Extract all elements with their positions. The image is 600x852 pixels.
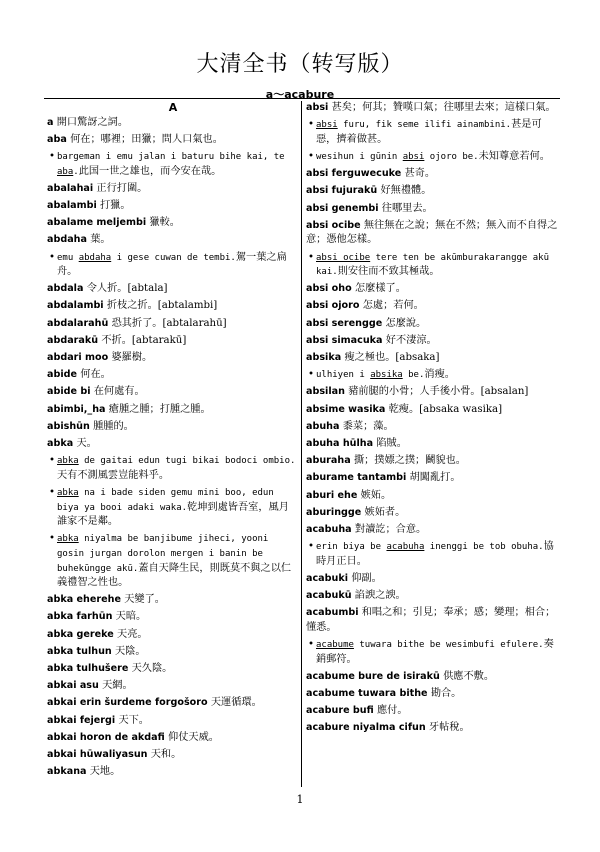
example-chinese: 乾坤到處皆吾室，風月誰家不是鄰。 [57,501,289,528]
entry-definition: 折枝之折。[abtalambi] [106,300,218,312]
bullet-icon: • [308,541,315,553]
example-latin: furu, fik seme ilifi ainambini. [337,120,512,131]
example-text: ulhiyen i [316,370,371,381]
example-chinese: 消瘦。 [424,369,455,381]
example-text: emu [57,252,79,263]
example-text [57,455,295,481]
dictionary-entry [47,385,299,400]
entry-headword: abdalarahū [47,317,109,329]
example-keyword: acabume [316,640,354,651]
example-sentence [47,251,299,280]
entry-definition: 天地。 [89,766,121,778]
dictionary-entry [47,334,299,349]
example-keyword: absi ocibe [316,252,371,263]
bullet-icon: • [308,119,315,131]
dictionary-entry [306,385,558,400]
example-keyword: absika [370,370,403,381]
example-latin: tuwara bithe be wesimbufi efulere. [353,640,544,651]
entry-headword: abalame meljembi [47,217,147,229]
entry-headword: acabume bure de isirakū [306,670,440,682]
entry-headword: abdalambi [47,300,104,312]
entry-definition: 陷賊。 [376,437,407,449]
entry-headword: aburame tantambi [306,472,407,484]
bullet-icon: • [308,251,315,263]
dictionary-entry [306,184,558,199]
entry-definition: 供應不敷。 [443,670,495,682]
example-keyword: absi [316,120,338,131]
entry-definition: 天變了。 [124,594,165,606]
entry-headword: absi [306,102,329,113]
dictionary-entry [306,282,558,297]
example-sentence [47,454,299,483]
entry-headword: abide bi [47,386,91,398]
entry-headword: acabuki [306,572,349,584]
entry-headword: absi genembi [306,202,379,214]
example-chinese: 奏銷郵符。 [316,639,554,665]
dictionary-entry [47,182,299,197]
dictionary-entry [306,572,558,587]
entry-definition: 胡闖亂打。 [409,472,461,484]
entry-headword: abkana [47,766,87,778]
dictionary-entry [47,645,299,660]
entry-definition: 怎處；若何。 [362,300,424,312]
entry-headword: acabure niyalma cifun [306,722,426,734]
entry-definition: 天亮。 [117,628,148,640]
entry-definition: 腫腫的。 [93,420,134,432]
entry-headword: acabume tuwara bithe [306,688,428,699]
example-latin: ojoro be. [424,151,479,162]
entry-headword: abdarakū [47,334,99,346]
example-sentence [306,368,558,383]
dictionary-entry [306,471,558,486]
dictionary-entry [47,368,299,383]
dictionary-entry [47,662,299,677]
entry-definition: 獵較。 [149,217,180,229]
example-chinese: 蓋自天降生民，則既莫不與之以仁義禮智之性也。 [57,562,292,589]
entry-definition: 打獵。 [99,199,131,211]
page-number: 1 [296,793,304,806]
dictionary-entry [306,589,558,604]
example-latin: i gese cuwan de tembi. [111,252,236,263]
entry-definition: 葉。 [90,234,111,246]
dictionary-entry [306,317,558,332]
entry-definition: 天運循環。 [210,697,262,709]
entry-definition: 天久陰。 [131,663,173,675]
entry-definition: 不折。[abtarakū] [101,334,187,346]
dictionary-entry [47,317,299,332]
example-text [57,533,291,588]
entry-headword: absi ferguwecuke [306,168,402,180]
entry-definition: 天下。 [118,714,149,726]
dictionary-entry [306,101,558,116]
entry-definition: 好不淒涼。 [385,334,437,346]
dictionary-entry [47,420,299,435]
example-sentence [306,540,558,569]
dictionary-entry [306,167,558,182]
example-sentence [306,638,558,667]
bullet-icon: • [49,486,56,498]
entry-definition: 瘡腫之腫；打腫之腫。 [108,403,211,415]
dictionary-entry [47,765,299,780]
example-keyword: absi [402,151,425,162]
entry-headword: aburaha [306,455,351,467]
example-text: erin biya be [316,542,387,553]
entry-headword: abka tulhušere [47,663,129,675]
example-latin: be. [402,370,425,381]
example-chinese: 則安往而不致其極哉。 [337,266,440,278]
entry-headword: abuha [306,420,340,432]
entry-headword: absi ocibe [306,219,361,231]
entry-definition: 豬前腿的小骨；人手後小骨。[absalan] [348,386,529,398]
dictionary-entry [47,282,299,297]
example-chinese: 駕一葉之扁舟。 [57,251,287,278]
entry-definition: 黍菜；藻。 [342,420,394,432]
dictionary-entry [306,351,558,366]
entry-definition: 牙帖稅。 [428,722,470,734]
entry-headword: abka tulhun [47,645,112,657]
example-sentence [47,486,299,530]
dictionary-entry [306,687,558,702]
entry-definition: 天暗。 [115,611,147,623]
entry-definition: 和唱之和；引見；奉承；感；變理；相合；懂悉。 [306,607,556,633]
entry-definition: 何在。 [80,369,111,381]
example-text [424,151,550,162]
example-text: bargeman i emu jalan i baturu bihe kai, te [57,151,285,162]
dictionary-entry [306,420,558,435]
left-column [47,101,299,787]
entry-headword: absi serengge [306,317,383,329]
entry-headword: acabuha [306,523,352,535]
entry-headword: a [47,116,54,128]
entry-headword: abkai erin šurdeme forgošoro [47,697,208,709]
bullet-icon: • [308,639,315,651]
dictionary-columns [44,101,560,787]
entry-headword: abalahai [47,182,94,194]
header-rule [44,98,560,99]
dictionary-entry [306,403,558,418]
entry-headword: absi oho [306,283,352,295]
entry-definition: 無往無在之說；無在不然；無入而不自得之意；憑他怎樣。 [306,219,558,246]
entry-headword: abalambi [47,199,97,211]
column-divider [301,101,302,787]
example-latin: na i bade siden gemu mini boo, edun biya ya booi adaki waka. [57,487,274,513]
entry-definition: 仰副。 [351,572,382,584]
example-text [57,487,289,527]
dictionary-entry [47,437,299,452]
example-sentence [306,150,558,165]
bullet-icon: • [49,150,56,162]
entry-headword: absi fujurakū [306,185,378,197]
entry-headword: abka eherehe [47,594,121,606]
entry-definition: 在何處有。 [93,386,145,398]
bullet-icon: • [49,251,56,263]
entry-headword: absilan [306,386,345,398]
entry-definition: 開口驚訝之詞。 [56,116,129,128]
dictionary-entry [47,731,299,746]
dictionary-entry [47,216,299,231]
entry-headword: absi ojoro [306,300,360,312]
entry-headword: abide [47,369,78,381]
entry-definition: 乾瘦。[absaka wasika] [388,403,503,415]
dictionary-entry [47,233,299,248]
example-chinese: 協時月正日。 [316,541,554,567]
entry-definition: 天。 [76,437,97,449]
entry-definition: 好無禮體。 [380,185,432,197]
example-chinese: 天有不測風雲豈能料乎。 [57,469,170,481]
entry-definition: 婆羅樹。 [111,352,153,364]
entry-headword: abishūn [47,420,90,432]
entry-headword: acabukū [306,590,352,602]
dictionary-entry [47,133,299,148]
dictionary-entry [306,219,558,248]
example-chinese: 此国一世之雄也，而今安在哉。 [78,165,222,177]
dictionary-entry [306,454,558,469]
example-text [316,119,542,145]
example-sentence [47,532,299,590]
example-latin: niyalma be banjibume jiheci, yooni gosin jurgan dorolon mergen i banin be buhekūngge akū. [57,534,269,574]
dictionary-entry [47,628,299,643]
dictionary-entry [306,334,558,349]
entry-headword: abkai fejergi [47,714,116,726]
entry-headword: abkai horon de akdafi [47,731,165,743]
entry-definition: 甚矣；何其；贊嘆口氣；往哪里去來；這樣口氣。 [331,102,556,113]
bullet-icon: • [308,150,315,162]
entry-headword: abka farhūn [47,611,113,623]
entry-headword: abdari moo [47,352,109,364]
entry-definition: 諂諛之諛。 [354,590,406,602]
dictionary-entry [306,704,558,719]
example-keyword: abka [57,487,79,498]
dictionary-entry [306,299,558,314]
bullet-icon: • [49,533,56,545]
entry-definition: 嫉妬者。 [364,506,406,518]
dictionary-entry [306,489,558,504]
example-latin: de gaitai edun tugi bikai bodoci ombio. [78,456,296,467]
entry-headword: absi simacuka [306,334,383,346]
dictionary-entry [47,748,299,763]
entry-definition: 對讀訖；合意。 [354,523,427,535]
example-chinese: 未知尊意若何。 [478,150,550,162]
entry-headword: acabure bufi [306,705,374,717]
entry-headword: abkai asu [47,680,99,692]
entry-headword: absime wasika [306,403,386,415]
example-keyword: abdaha [78,252,112,263]
bullet-icon: • [308,369,315,381]
dictionary-entry [306,721,558,736]
page-subtitle: a～acabure [265,88,335,101]
letter-heading: A [168,101,178,114]
example-text [403,369,455,380]
entry-definition: 撕；撲嫖之撲；鬭貌也。 [353,455,466,467]
dictionary-entry [47,299,299,314]
dictionary-entry [47,593,299,608]
entry-definition: 何在；哪裡；田獵；問人口氣也。 [70,133,223,145]
entry-headword: aba [47,133,67,145]
entry-definition: 往哪里去。 [381,202,433,214]
dictionary-entry [306,606,558,635]
entry-definition: 瘦之極也。[absaka] [344,352,440,364]
example-latin: tere ten be akūmburakarangge akū kai. [316,252,549,278]
example-chinese: 甚是可惡，擠着做甚。 [316,119,542,145]
entry-definition: 怎麼說。 [385,317,427,329]
entry-definition: 勘合。 [430,688,462,699]
dictionary-entry [47,199,299,214]
dictionary-entry [47,116,299,131]
entry-definition: 嫉妬。 [360,489,392,501]
dictionary-entry [47,403,299,418]
entry-definition: 正行打圍。 [96,182,148,194]
example-latin: inenggi be tob obuha. [424,542,544,553]
entry-headword: abuha hūlha [306,437,374,449]
dictionary-entry [47,351,299,366]
entry-definition: 天網。 [102,680,133,692]
dictionary-entry [47,610,299,625]
entry-headword: abdaha [47,234,87,246]
entry-headword: abka [47,437,74,449]
page-title: 大清全书（转写版） [196,52,404,77]
entry-definition: 天和。 [150,748,182,760]
example-sentence [306,251,558,280]
entry-definition: 甚奇。 [404,168,436,180]
entry-definition: 怎麼樣了。 [354,283,406,295]
example-latin: . [73,166,79,177]
right-column [306,101,558,787]
example-sentence [306,118,558,147]
dictionary-entry [306,523,558,538]
dictionary-entry [306,506,558,521]
entry-headword: abkai hūwaliyasun [47,748,148,760]
entry-headword: acabumbi [306,607,359,619]
example-keyword: acabuha [386,542,425,553]
example-text [73,166,221,177]
dictionary-entry [306,202,558,217]
dictionary-entry [306,670,558,685]
dictionary-entry [306,437,558,452]
entry-headword: abimbi,_ha [47,403,106,415]
dictionary-entry [47,679,299,694]
entry-definition: 天陰。 [114,645,146,657]
entry-headword: absika [306,352,342,364]
entry-headword: aburingge [306,506,362,518]
example-keyword: aba [57,166,74,177]
dictionary-entry [47,696,299,711]
example-keyword: abka [57,534,79,545]
entry-definition: 令人折。[abtala] [86,283,168,295]
example-keyword: abka [57,456,79,467]
entry-headword: abdala [47,283,84,295]
entry-definition: 恐其折了。[abtalarahū] [111,317,227,329]
example-text: wesihun i gūnin [316,151,403,162]
entry-headword: abka gereke [47,628,114,640]
entry-definition: 仰仗天威。 [168,731,219,743]
example-sentence [47,150,299,179]
entry-definition: 應付。 [376,705,408,717]
entry-headword: aburi ehe [306,489,358,501]
bullet-icon: • [49,455,56,467]
dictionary-entry [47,714,299,729]
